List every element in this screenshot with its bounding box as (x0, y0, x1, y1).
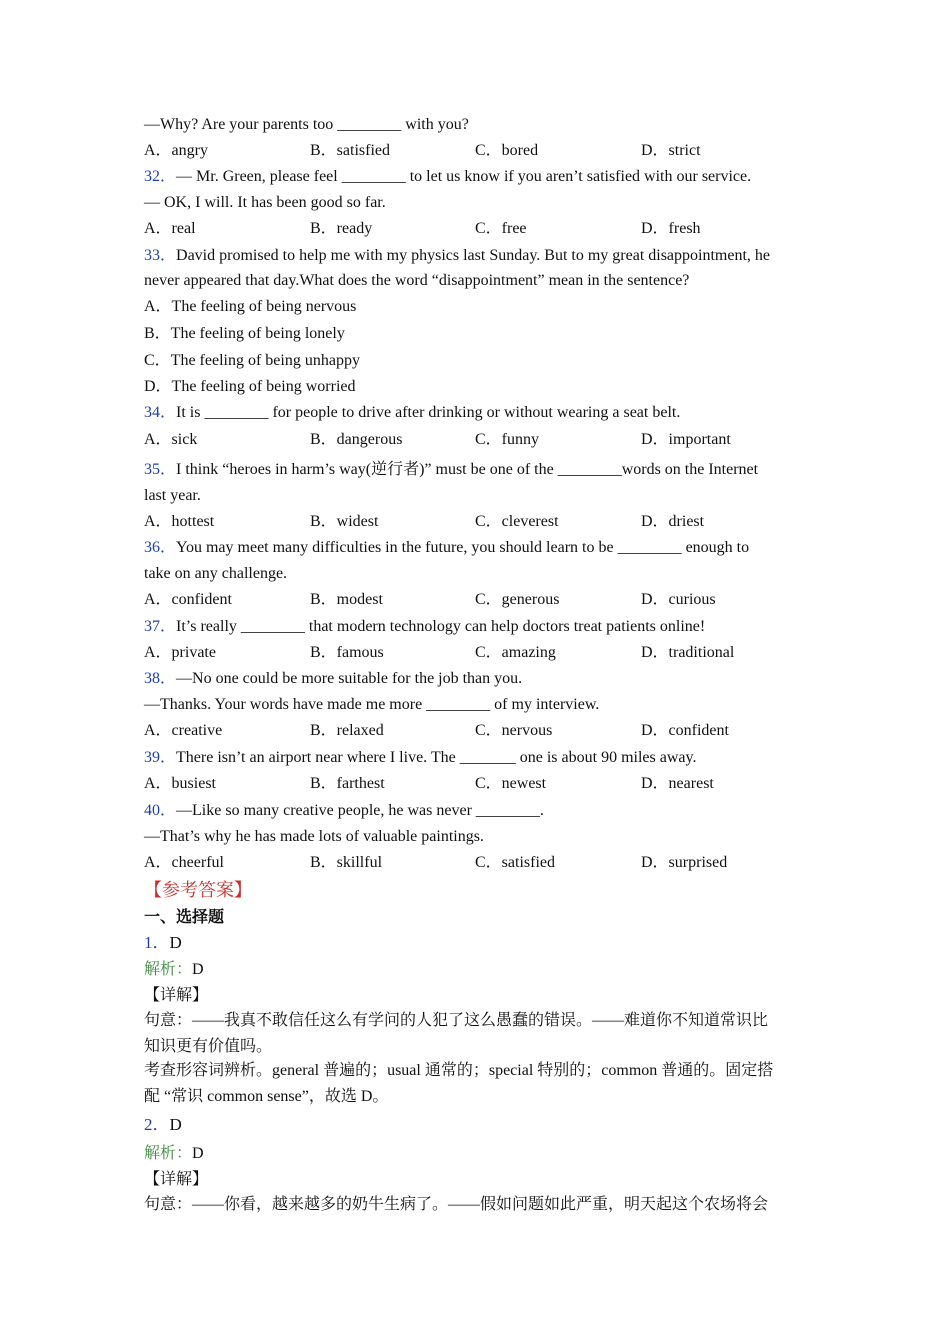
question-line (144, 617, 705, 637)
answer-options (144, 643, 824, 663)
answer-option: B．dangerous (310, 431, 403, 448)
answer-option: C．free (475, 220, 527, 237)
answer-option: B．famous (310, 644, 384, 661)
text-line: —That’s why he has made lots of valuable paintings. (144, 828, 484, 845)
answer-option: D．strict (641, 142, 701, 159)
answer-option: D．confident (641, 722, 729, 739)
analysis-value: D (192, 961, 204, 978)
question-line (144, 403, 680, 423)
answer-option: A．confident (144, 591, 232, 608)
answer-option: B．relaxed (310, 722, 384, 739)
answer-option: A．hottest (144, 513, 215, 530)
question-line (144, 748, 696, 768)
answer-option: D．important (641, 431, 731, 448)
answer-option: B．widest (310, 513, 379, 530)
answer-number: 2． (144, 1115, 170, 1134)
question-text: You may meet many difficulties in the future, you should learn to be ________ enough to (176, 539, 750, 556)
question-number: 36． (144, 539, 177, 556)
question-line (144, 167, 751, 187)
analysis-label: 解析： (144, 961, 193, 978)
answer-option: B．ready (310, 220, 373, 237)
answer-option: C．newest (475, 775, 547, 792)
answer-options (144, 721, 824, 741)
answer-option: B．satisfied (310, 142, 390, 159)
text-line: 考查形容词辨析。general 普遍的；usual 通常的；special 特别的；common 普通的。固定搭 (144, 1062, 774, 1079)
question-number: 34． (144, 404, 177, 421)
question-line (144, 460, 758, 480)
text-line: D．The feeling of being worried (144, 378, 356, 395)
section-heading: 一、选择题 (144, 909, 225, 926)
text-line: take on any challenge. (144, 565, 288, 582)
text-line: never appeared that day.What does the word “disappointment” mean in the sentence? (144, 272, 690, 289)
answer-option: C．generous (475, 591, 560, 608)
answer-number: 1． (144, 933, 170, 952)
answer-options (144, 512, 824, 532)
answer-option: D．driest (641, 513, 705, 530)
answer-options (144, 590, 824, 610)
answer-option: D．nearest (641, 775, 714, 792)
answer-option: D．curious (641, 591, 716, 608)
answer-option: D．traditional (641, 644, 735, 661)
question-text: It’s really ________ that modern technology can help doctors treat patients online! (176, 618, 706, 635)
text-line: — OK, I will. It has been good so far. (144, 194, 386, 211)
answer-option: A．sick (144, 431, 198, 448)
answer-option: C．bored (475, 142, 539, 159)
text-line: 【详解】 (144, 987, 209, 1004)
analysis-line (144, 1144, 204, 1164)
answer-option: B．modest (310, 591, 383, 608)
text-line: 配 “常识 common sense”，故选 D。 (144, 1088, 389, 1105)
question-text: It is ________ for people to drive after drinking or without wearing a seat belt. (176, 404, 681, 421)
text-line: 【详解】 (144, 1171, 209, 1188)
question-line (144, 669, 522, 689)
text-line: 句意：——你看，越来越多的奶牛生病了。——假如问题如此严重，明天起这个农场将会 (144, 1196, 769, 1213)
answer-option: A．angry (144, 142, 208, 159)
answer-option: D．surprised (641, 854, 728, 871)
text-line: 句意：——我真不敢信任这么有学问的人犯了这么愚蠢的错误。——难道你不知道常识比 (144, 1012, 769, 1029)
question-number: 40． (144, 802, 177, 819)
answer-option: A．creative (144, 722, 223, 739)
answer-heading (144, 933, 182, 953)
question-number: 38． (144, 670, 177, 687)
answer-options (144, 430, 824, 450)
answer-options (144, 219, 824, 239)
question-text: —Like so many creative people, he was never ________. (176, 802, 544, 819)
question-line (144, 801, 544, 821)
answer-option: C．funny (475, 431, 540, 448)
answer-options (144, 853, 824, 873)
answer-option: A．private (144, 644, 216, 661)
answer-option: B．skillful (310, 854, 383, 871)
answer-options (144, 141, 824, 161)
answer-letter: D (169, 1115, 182, 1134)
question-number: 37． (144, 618, 177, 635)
question-text: — Mr. Green, please feel ________ to let us know if you aren’t satisfied with our service. (176, 168, 752, 185)
text-line: last year. (144, 487, 201, 504)
answer-option: C．satisfied (475, 854, 555, 871)
analysis-label: 解析： (144, 1145, 193, 1162)
answer-option: D．fresh (641, 220, 701, 237)
question-text: There isn’t an airport near where I live. The _______ one is about 90 miles away. (176, 749, 697, 766)
text-line: —Why? Are your parents too ________ with you? (144, 116, 469, 133)
answer-option: C．nervous (475, 722, 553, 739)
answer-letter: D (169, 933, 182, 952)
answer-option: C．amazing (475, 644, 556, 661)
question-number: 33． (144, 247, 177, 264)
question-text: I think “heroes in harm’s way(逆行者)” must be one of the ________words on the Internet (176, 461, 759, 478)
question-number: 32． (144, 168, 177, 185)
question-line (144, 246, 770, 266)
answer-option: A．real (144, 220, 196, 237)
question-text: David promised to help me with my physics last Sunday. But to my great disappointment, he (176, 247, 771, 264)
answer-option: B．farthest (310, 775, 385, 792)
answer-option: A．cheerful (144, 854, 224, 871)
answer-option: C．cleverest (475, 513, 559, 530)
question-line (144, 538, 749, 558)
answer-heading (144, 1115, 182, 1135)
question-number: 39． (144, 749, 177, 766)
answer-option: A．busiest (144, 775, 217, 792)
analysis-value: D (192, 1145, 204, 1162)
text-line: —Thanks. Your words have made me more ________ of my interview. (144, 696, 600, 713)
question-text: —No one could be more suitable for the job than you. (176, 670, 523, 687)
question-number: 35． (144, 461, 177, 478)
reference-answer-heading: 【参考答案】 (144, 880, 252, 900)
text-line: 知识更有价值吗。 (144, 1038, 273, 1055)
text-line: B．The feeling of being lonely (144, 325, 345, 342)
analysis-line (144, 960, 204, 980)
answer-options (144, 774, 824, 794)
text-line: C．The feeling of being unhappy (144, 352, 360, 369)
text-line: A．The feeling of being nervous (144, 298, 357, 315)
